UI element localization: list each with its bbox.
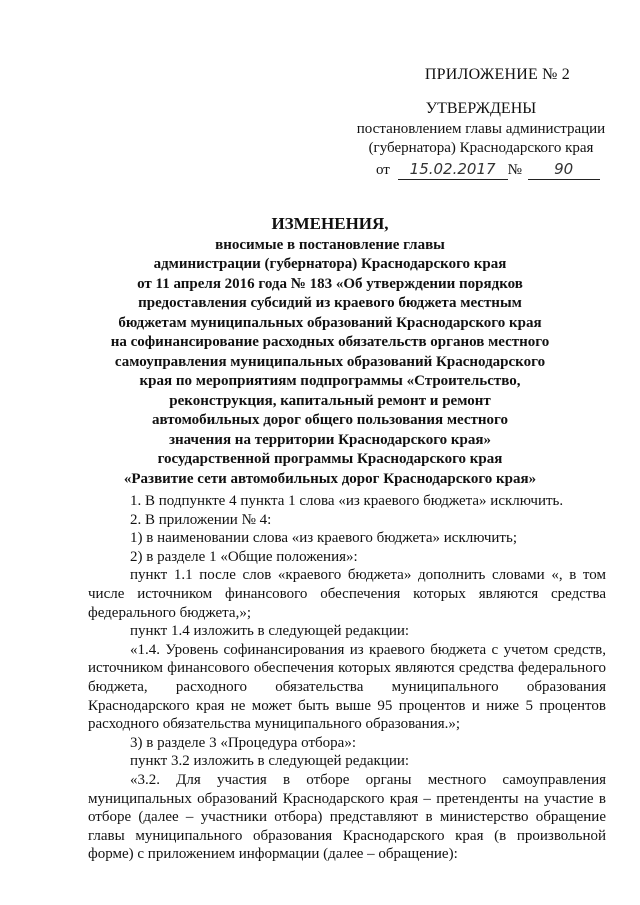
heading-line: края по мероприятиям подпрограммы «Строительство,: [139, 373, 521, 389]
heading-line: бюджетам муниципальных образований Краснодарского края: [118, 314, 542, 331]
document-title: ИЗМЕНЕНИЯ,: [271, 214, 389, 233]
heading-line: на софинансирование расходных обязательств органов местного: [110, 334, 550, 350]
heading-line: «Развитие сети автомобильных дорог Краснодарского края»: [123, 470, 537, 487]
heading-line: администрации (губернатора) Краснодарского края: [153, 256, 507, 272]
handwritten-date: 15.02.2017: [398, 160, 508, 180]
heading-line: реконструкция, капитальный ремонт и ремонт: [169, 392, 491, 409]
heading-line: предоставления субсидий из краевого бюджета местным: [138, 295, 522, 311]
heading-line: государственной программы Краснодарского края: [157, 451, 503, 467]
body-paragraph: 2. В приложении № 4:: [130, 511, 272, 528]
document-body: [88, 492, 606, 864]
heading-line: самоуправления муниципальных образований Краснодарского: [114, 353, 546, 370]
body-paragraph: пункт 1.4 изложить в следующей редакции:: [130, 623, 410, 640]
body-paragraph: пункт 1.1 после слов «краевого бюджета» дополнить словами «, в том числе источником финансового обеспечения которых являются средства федерального бюджета,»;: [88, 567, 606, 621]
heading-line: автомобильных дорог общего пользования местного: [151, 412, 508, 428]
approval-block: [356, 99, 606, 180]
body-paragraph: «3.2. Для участия в отборе органы местного самоуправления муниципальных образований Краснодарского края – претенденты на участие в отборе (далее – участники отбора) представляют в министерство обращение главы муниципального образования Краснодарского края (в произвольной форме) с приложением информации (далее – обращение):: [88, 771, 606, 863]
body-paragraph: «1.4. Уровень софинансирования из краевого бюджета с учетом средств, источником финансового обеспечения которых являются средства федерального бюджета, расходного обязательства муниципального образования Краснодарского края не может быть выше 95 процентов и ниже 5 процентов расходного обязательства муниципального образования.»;: [88, 641, 606, 733]
number-prefix: №: [507, 162, 522, 178]
body-paragraph: 3) в разделе 3 «Процедура отбора»:: [130, 734, 356, 751]
date-prefix: от: [376, 162, 390, 178]
heading-line: от 11 апреля 2016 года № 183 «Об утверждении порядков: [137, 275, 523, 292]
heading-line: вносимые в постановление главы: [215, 236, 445, 253]
date-number-line: [356, 160, 606, 180]
approved-by-line: постановлением главы администрации: [356, 121, 606, 137]
approved-label: УТВЕРЖДЕНЫ: [425, 100, 537, 117]
approved-by-line: (губернатора) Краснодарского края: [368, 140, 594, 156]
body-paragraph: пункт 3.2 изложить в следующей редакции:: [130, 753, 410, 770]
heading-line: значения на территории Краснодарского края»: [168, 431, 492, 448]
handwritten-number: 90: [528, 160, 600, 180]
body-paragraph: 1) в наименовании слова «из краевого бюджета» исключить;: [130, 530, 517, 547]
appendix-label: ПРИЛОЖЕНИЕ № 2: [424, 66, 570, 83]
document-heading: [100, 214, 560, 489]
body-paragraph: 2) в разделе 1 «Общие положения»:: [130, 548, 358, 565]
body-paragraph: 1. В подпункте 4 пункта 1 слова «из краевого бюджета» исключить.: [130, 493, 564, 509]
